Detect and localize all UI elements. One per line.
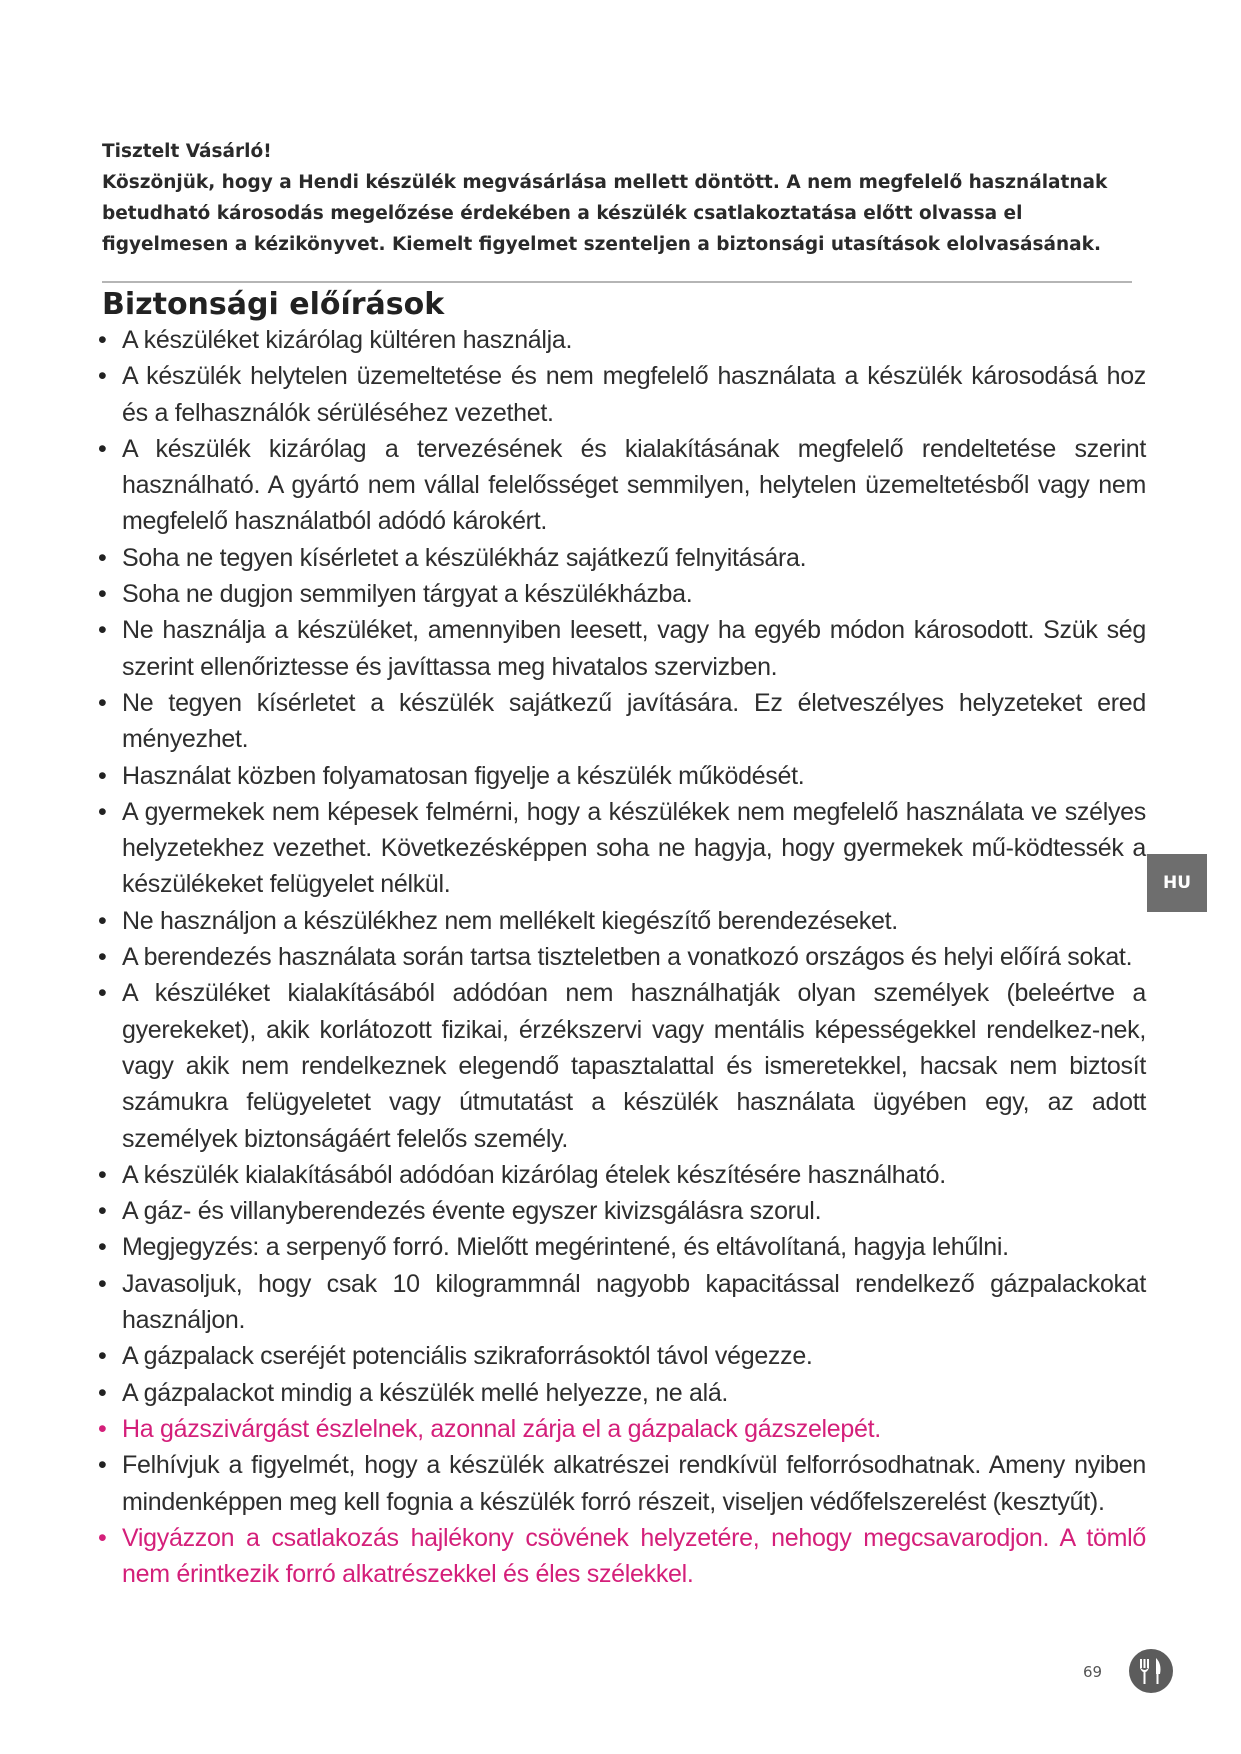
bullet-icon: • bbox=[98, 1160, 107, 1189]
list-item bbox=[98, 1375, 1146, 1411]
list-item-text: A gázpalack cseréjét potenciális szikraforrásoktól távol végezze. bbox=[122, 1342, 813, 1371]
list-item-text: Ne használja a készüléket, amennyiben leesett, vagy ha egyéb módon károsodott. Szük ség szerint ellenőriztesse és javíttassa meg hivatalos szervizben. bbox=[122, 616, 1146, 681]
bullet-icon: • bbox=[98, 761, 107, 790]
bullet-icon: • bbox=[98, 906, 107, 935]
bullet-icon: • bbox=[98, 1378, 107, 1407]
list-item bbox=[98, 1338, 1146, 1374]
bullet-icon: • bbox=[98, 580, 107, 609]
list-item bbox=[98, 540, 1146, 576]
list-item-text: Használat közben folyamatosan figyelje a készülék működését. bbox=[122, 761, 805, 790]
section-divider bbox=[102, 281, 1132, 283]
list-item-text: A készülék helytelen üzemeltetése és nem megfelelő használata a készülék károsodásá hoz és a felhasználók sérüléséhez vezethet. bbox=[122, 362, 1146, 427]
bullet-icon: • bbox=[98, 616, 107, 645]
list-item bbox=[98, 1266, 1146, 1339]
list-item bbox=[98, 1157, 1146, 1193]
list-item bbox=[98, 758, 1146, 794]
list-item bbox=[98, 939, 1146, 975]
list-item-text: A gáz- és villanyberendezés évente egyszer kivizsgálásra szorul. bbox=[122, 1197, 822, 1226]
bullet-icon: • bbox=[98, 1197, 107, 1226]
bullet-icon: • bbox=[98, 543, 107, 572]
list-item bbox=[98, 1229, 1146, 1265]
list-item-text: A gázpalackot mindig a készülék mellé helyezze, ne alá. bbox=[122, 1378, 729, 1407]
intro-block bbox=[102, 136, 1142, 260]
bullet-icon: • bbox=[98, 362, 107, 391]
list-item bbox=[98, 322, 1146, 358]
bullet-icon: • bbox=[98, 1233, 107, 1262]
bullet-icon: • bbox=[98, 688, 107, 717]
page-number: 69 bbox=[1083, 1663, 1103, 1681]
list-item-text: Megjegyzés: a serpenyő forró. Mielőtt megérintené, és eltávolítaná, hagyja lehűlni. bbox=[122, 1233, 1009, 1262]
list-item-text: A készüléket kialakításából adódóan nem használhatják olyan személyek (beleértve a gyerekeket), akik korlátozott fizikai, érzékszervi vagy mentális képességekkel rendelkez-nek, vagy akik nem rendelkeznek elegendő tapasztalattal és ismeretekkel, hacsak nem biztosít számukra felügyeletet vagy útmutatást a készülék használata ügyében egy, az adott személyek biztonságáért felelős személy. bbox=[122, 979, 1146, 1153]
bullet-icon: • bbox=[98, 1451, 107, 1480]
bullet-icon: • bbox=[98, 326, 107, 354]
bullet-icon: • bbox=[98, 434, 107, 463]
language-tab: HU bbox=[1147, 854, 1207, 912]
list-item-text: A berendezés használata során tartsa tiszteletben a vonatkozó országos és helyi előírá sokat. bbox=[122, 943, 1133, 972]
list-item bbox=[98, 358, 1146, 431]
list-item bbox=[98, 576, 1146, 612]
safety-list bbox=[98, 322, 1146, 1592]
bullet-icon: • bbox=[98, 797, 107, 826]
list-item-text: Ha gázszivárgást észlelnek, azonnal zárja el a gázpalack gázszelepét. bbox=[122, 1414, 881, 1443]
list-item bbox=[98, 903, 1146, 939]
list-item bbox=[98, 1447, 1146, 1520]
list-item-text: Ne használjon a készülékhez nem mellékelt kiegészítő berendezéseket. bbox=[122, 906, 898, 935]
bullet-icon: • bbox=[98, 1342, 107, 1371]
bullet-icon: • bbox=[98, 1269, 107, 1298]
intro-message: Köszönjük, hogy a Hendi készülék megvásárlása mellett döntött. A nem megfelelő használatnak betudható károsodás megelőzése érdekében a készülék csatlakoztatása előtt olvassa el figyelmesen a kézikönyvet. Kiemelt figyelmet szenteljen a biztonsági utasítások elolvasásának. bbox=[102, 172, 1108, 255]
greeting: Tisztelt Vásárló! bbox=[102, 141, 272, 162]
bullet-icon: • bbox=[98, 1523, 107, 1552]
bullet-icon: • bbox=[98, 979, 107, 1008]
list-item-text: Javasoljuk, hogy csak 10 kilogrammnál nagyobb kapacitással rendelkező gázpalackokat használjon. bbox=[122, 1269, 1146, 1335]
bullet-icon: • bbox=[98, 1414, 107, 1443]
list-item-text: Soha ne dugjon semmilyen tárgyat a készülékházba. bbox=[122, 580, 693, 609]
list-item-text: Ne tegyen kísérletet a készülék sajátkezű javítására. Ez életveszélyes helyzeteket ered ményezhet. bbox=[122, 688, 1146, 754]
list-item bbox=[98, 1193, 1146, 1229]
list-item-text: Soha ne tegyen kísérletet a készülékház sajátkezű felnyitására. bbox=[122, 543, 807, 572]
list-item bbox=[98, 685, 1146, 758]
list-item-text: Felhívjuk a figyelmét, hogy a készülék alkatrészei rendkívül felforrósodhatnak. Ameny nyiben mindenképpen meg kell fognia a készülék forró részeit, viseljen védőfelszerelést (kesztyűt). bbox=[122, 1451, 1146, 1516]
list-item-text: A készülék kialakításából adódóan kizárólag ételek készítésére használható. bbox=[122, 1160, 946, 1189]
warning-list-item bbox=[98, 1520, 1146, 1593]
list-item bbox=[98, 794, 1146, 903]
section-title: Biztonsági előírások bbox=[102, 287, 445, 322]
list-item-text: A készüléket kizárólag kültéren használja. bbox=[122, 326, 573, 354]
list-item bbox=[98, 612, 1146, 685]
list-item-text: A készülék kizárólag a tervezésének és kialakításának megfelelő rendeltetése szerint használható. A gyártó nem vállal felelősséget semmilyen, helytelen üzemeltetésből vagy nem megfelelő használatból adódó károkért. bbox=[122, 434, 1146, 536]
list-item bbox=[98, 431, 1146, 540]
list-item-text: Vigyázzon a csatlakozás hajlékony csövének helyzetére, nehogy megcsavarodjon. A tömlő nem érintkezik forró alkatrészekkel és éles szélekkel. bbox=[122, 1523, 1146, 1589]
warning-list-item bbox=[98, 1411, 1146, 1447]
cutlery-icon bbox=[1128, 1648, 1174, 1694]
list-item bbox=[98, 975, 1146, 1156]
list-item-text: A gyermekek nem képesek felmérni, hogy a készülékek nem megfelelő használata ve szélyes helyzetekhez vezethet. Következésképpen soha ne hagyja, hogy gyermekek mű-ködtessék a készülékeket felügyelet nélkül. bbox=[122, 797, 1146, 899]
bullet-icon: • bbox=[98, 943, 107, 972]
